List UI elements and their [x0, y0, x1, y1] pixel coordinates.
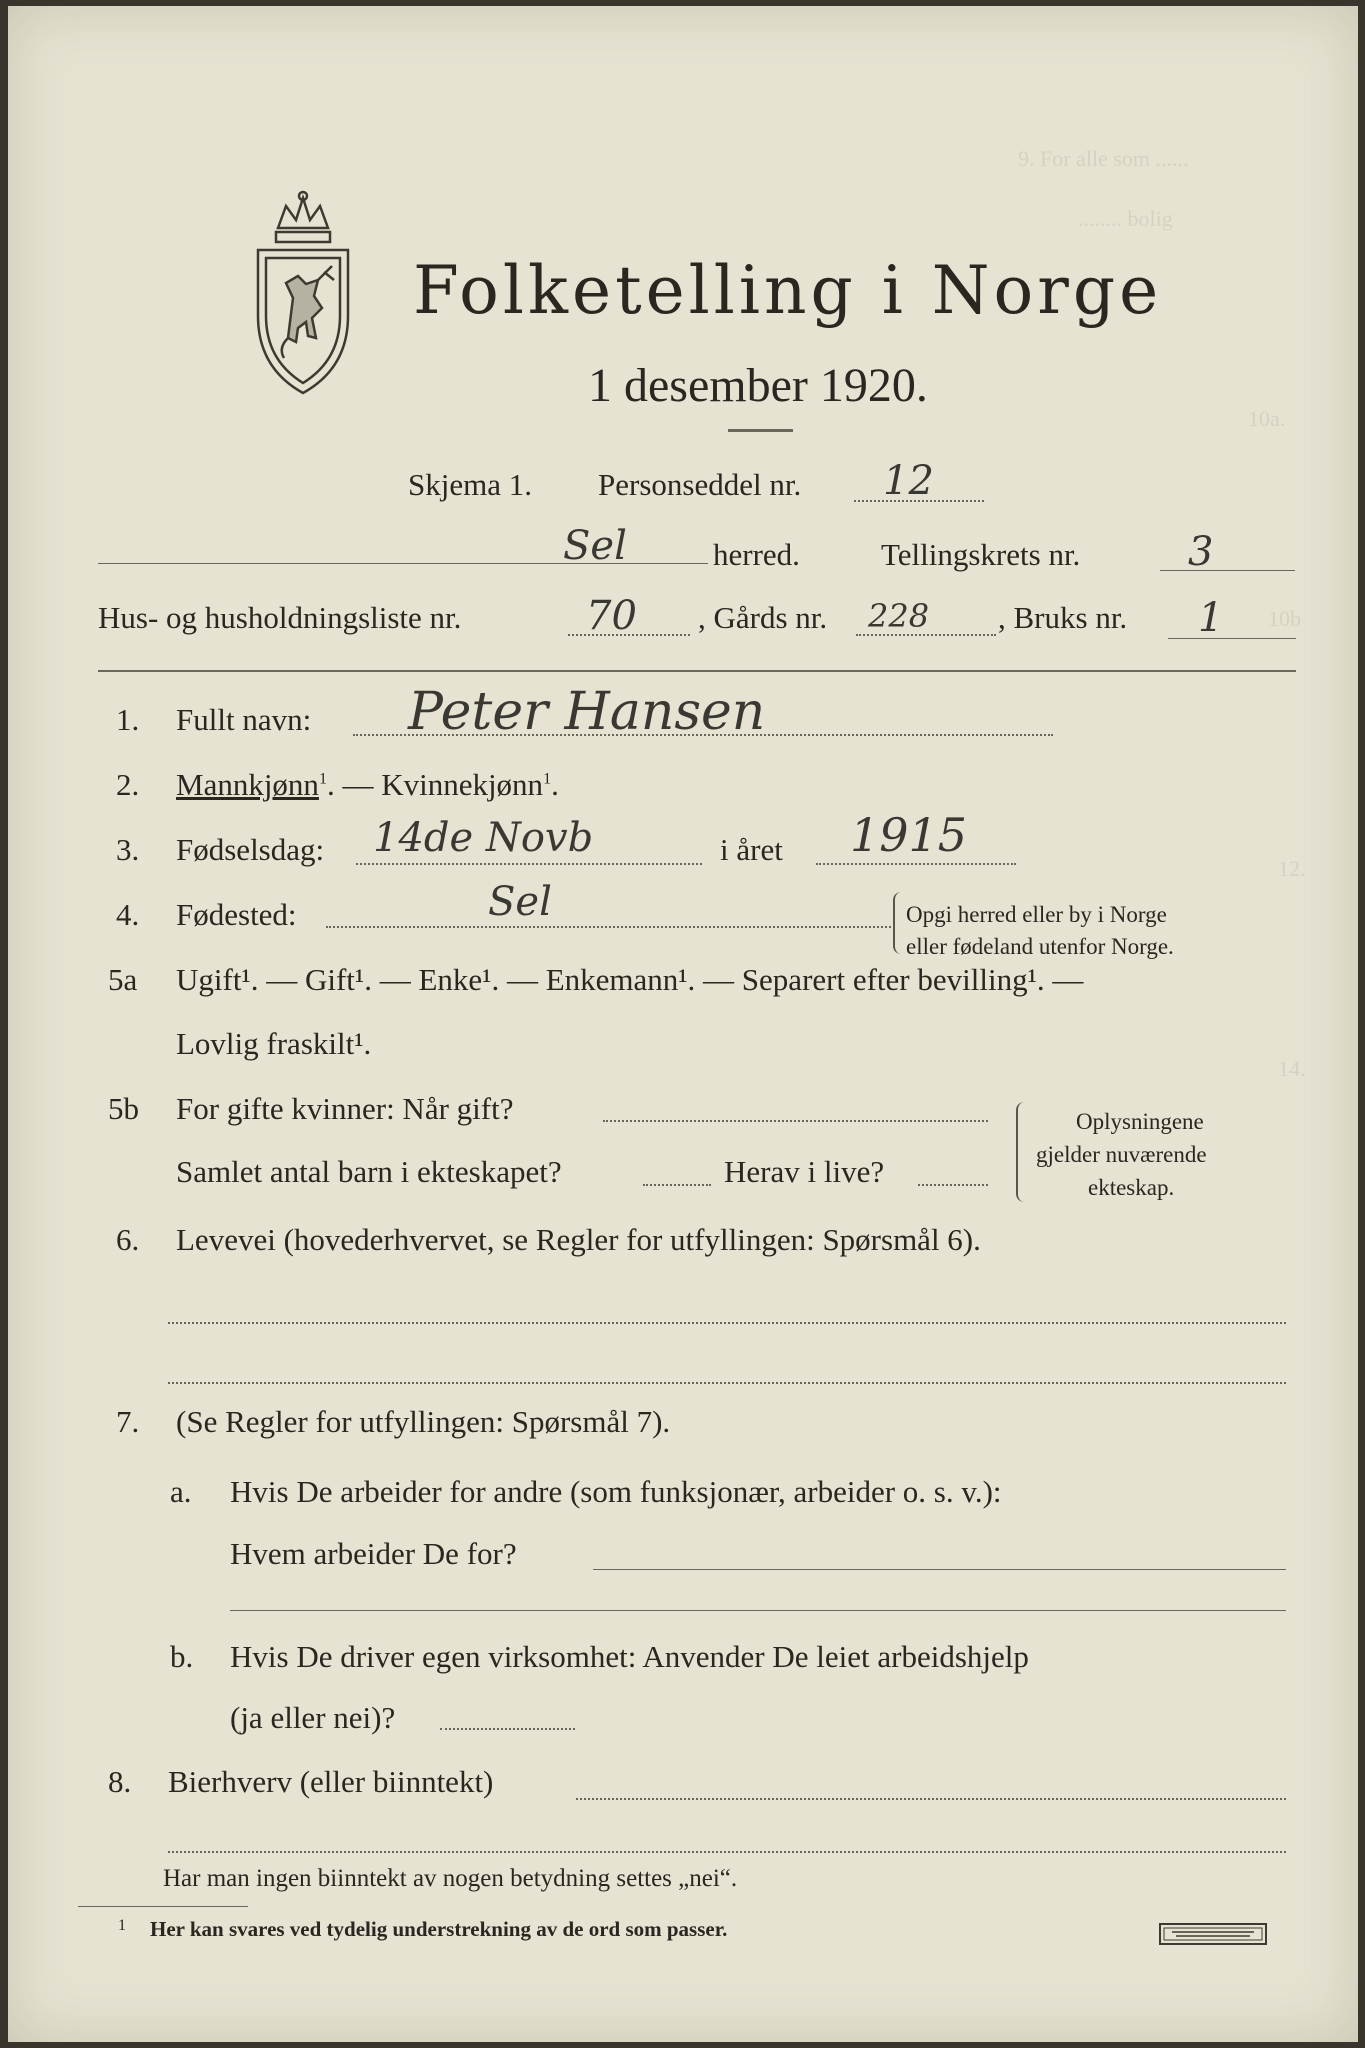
ekteskap-note-line3: ekteskap.: [1088, 1175, 1175, 1200]
tellingskrets-label: Tellingskrets nr.: [881, 537, 1081, 572]
nar-gift-label: For gifte kvinner: Når gift?: [176, 1091, 514, 1126]
fodselsdag-label: Fødselsdag:: [176, 832, 325, 867]
q7b-letter: b.: [170, 1639, 194, 1674]
tellingskrets-field[interactable]: [1160, 570, 1295, 571]
question-number: 7.: [116, 1404, 140, 1439]
nar-gift-field[interactable]: [603, 1120, 988, 1122]
sivilstand-options: Ugift¹. — Gift¹. — Enke¹. — Enkemann¹. — Separert efter bevilling¹. —: [176, 962, 1084, 997]
bleed-through-text: 14.: [1278, 1056, 1306, 1081]
title-divider: [728, 429, 793, 432]
question-number: 8.: [108, 1764, 132, 1799]
footnote-marker: 1: [118, 1917, 126, 1934]
bleed-through-text: 10b: [1268, 606, 1301, 631]
q7a-question: Hvem arbeider De for?: [230, 1536, 517, 1571]
levevei-label: Levevei (hovederhvervet, se Regler for utfyllingen: Spørsmål 6).: [176, 1222, 981, 1257]
bruks-label: , Bruks nr.: [998, 600, 1128, 635]
fullt-navn-value: Peter Hansen: [408, 682, 766, 742]
bleed-through-text: ........ bolig: [1078, 206, 1173, 231]
question-number: 1.: [116, 702, 140, 737]
husholdningsliste-value: 70: [586, 593, 637, 639]
ekteskap-note-line1: Oplysningene: [1076, 1109, 1204, 1134]
fodselsdag-value: 14de Novb: [373, 815, 594, 861]
fullt-navn-label: Fullt navn:: [176, 702, 312, 737]
kvinnekjonn-option[interactable]: Kvinnekjønn: [381, 767, 544, 802]
bierhverv-label: Bierhverv (eller biinntekt): [168, 1764, 494, 1799]
norway-coat-of-arms-icon: [248, 188, 358, 398]
birth-year-value: 1915: [850, 808, 968, 862]
fodested-field[interactable]: [326, 926, 891, 928]
form-title: Folketelling i Norge: [413, 252, 1163, 329]
question-number: 2.: [116, 767, 140, 802]
q7-label: (Se Regler for utfyllingen: Spørsmål 7).: [176, 1404, 671, 1439]
schema-label: Skjema 1.: [408, 467, 532, 502]
husholdningsliste-label: Hus- og husholdningsliste nr.: [98, 600, 462, 635]
arbeidsgiver-field-line2[interactable]: [230, 1610, 1286, 1611]
bierhverv-note: Har man ingen biinntekt av nogen betydning settes „nei“.: [163, 1865, 738, 1892]
personseddel-label: Personseddel nr.: [598, 467, 802, 502]
fodested-note-brace: [893, 892, 903, 954]
q7a-text: Hvis De arbeider for andre (som funksjonær, arbeider o. s. v.):: [230, 1474, 1002, 1509]
mannkjonn-option[interactable]: Mannkjønn: [176, 767, 319, 802]
levevei-field-line1[interactable]: [168, 1322, 1286, 1324]
q7b-text: Hvis De driver egen virksomhet: Anvender De leiet arbeidshjelp: [230, 1639, 1029, 1674]
ekteskap-note-brace: [1016, 1102, 1026, 1202]
leiet-arbeidshjelp-field[interactable]: [440, 1728, 575, 1730]
footnote-divider: [78, 1906, 248, 1907]
sivilstand-options-cont: Lovlig fraskilt¹.: [176, 1026, 372, 1061]
bruks-field[interactable]: [1168, 638, 1296, 639]
personseddel-value: 12: [883, 458, 934, 504]
bierhverv-field-line1[interactable]: [576, 1798, 1286, 1800]
question-number: 5b: [108, 1091, 139, 1126]
printer-stamp-icon: [1158, 1922, 1268, 1946]
herav-i-live-field[interactable]: [918, 1184, 988, 1186]
fodselsdag-field[interactable]: [356, 863, 702, 865]
i-aret-label: i året: [720, 832, 783, 867]
tellingskrets-value: 3: [1188, 529, 1214, 575]
question-number: 6.: [116, 1222, 140, 1257]
fodested-note-line2: eller fødeland utenfor Norge.: [906, 934, 1174, 959]
form-date: 1 desember 1920.: [588, 359, 928, 412]
herav-i-live-label: Herav i live?: [724, 1154, 885, 1189]
section-divider: [98, 670, 1296, 672]
fodested-value: Sel: [488, 879, 552, 925]
levevei-field-line2[interactable]: [168, 1382, 1286, 1384]
gards-label: , Gårds nr.: [698, 600, 828, 635]
fodested-label: Fødested:: [176, 897, 297, 932]
question-number: 4.: [116, 897, 140, 932]
fodested-note-line1: Opgi herred eller by i Norge: [906, 902, 1167, 927]
bleed-through-text: 9. For alle som ......: [1018, 146, 1189, 171]
herred-value: Sel: [563, 523, 627, 569]
bleed-through-text: 12.: [1278, 856, 1306, 881]
kjonn-separator: . —: [326, 767, 382, 802]
footnote-text: Her kan svares ved tydelig understrekning av de ord som passer.: [150, 1917, 728, 1941]
bleed-through-text: 10a.: [1248, 406, 1286, 431]
bruks-value: 1: [1198, 595, 1224, 641]
herred-label: herred.: [713, 537, 800, 572]
gards-value: 228: [868, 597, 930, 635]
birth-year-field[interactable]: [816, 863, 1016, 865]
barn-field[interactable]: [643, 1184, 711, 1186]
question-number: 5a: [108, 962, 138, 997]
census-form-page: [8, 6, 1358, 2042]
question-number: 3.: [116, 832, 140, 867]
q7a-letter: a.: [170, 1474, 192, 1509]
barn-label: Samlet antal barn i ekteskapet?: [176, 1154, 562, 1189]
kjonn-options: Mannkjønn$^1$. — Kvinnekjønn$^1$.: [176, 767, 559, 802]
bierhverv-field-line2[interactable]: [168, 1851, 1286, 1853]
ekteskap-note-line2: gjelder nuværende: [1036, 1142, 1207, 1167]
arbeidsgiver-field-line1[interactable]: [593, 1569, 1286, 1570]
q7b-question: (ja eller nei)?: [230, 1700, 396, 1735]
